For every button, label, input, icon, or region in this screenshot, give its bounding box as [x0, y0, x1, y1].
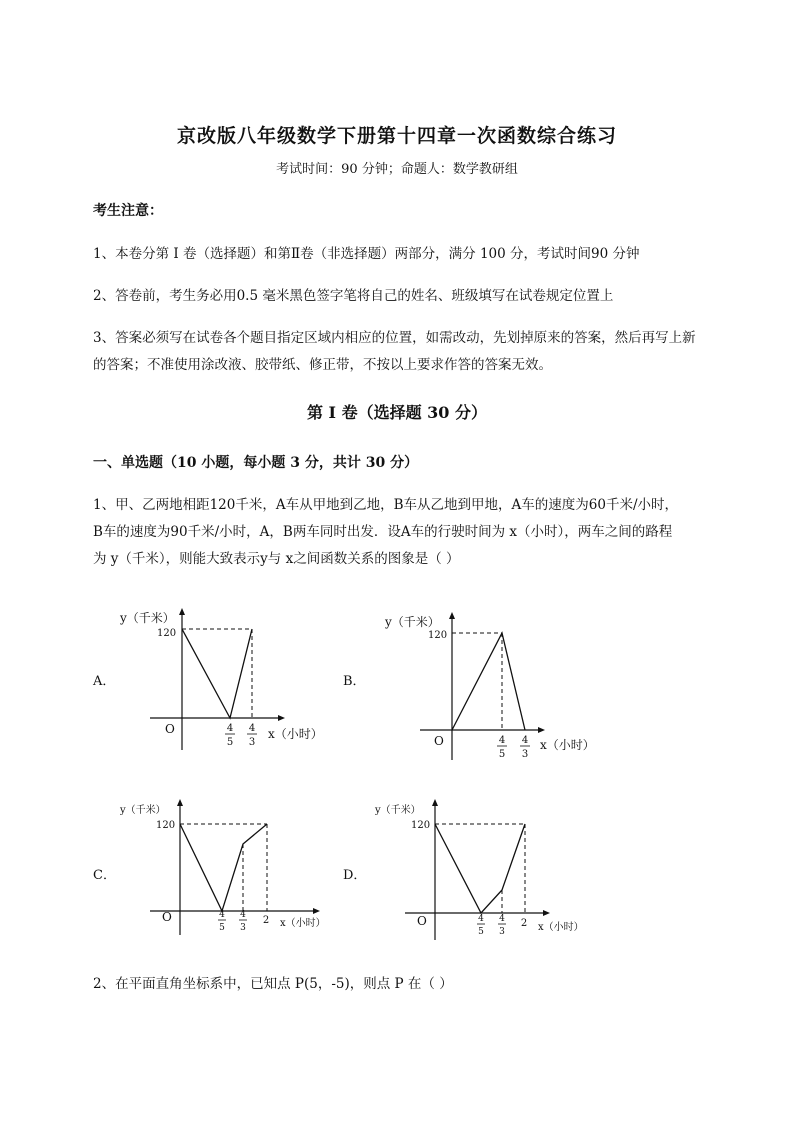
x-axis-arrow — [278, 715, 285, 721]
question-1-line-2: B车的速度为90千米/小时，A，B两车同时出发．设A车的行驶时间为 x（小时），两车之间的路程 — [93, 524, 673, 540]
x-axis-arrow — [538, 727, 545, 733]
y-axis-label: y（千米） — [120, 611, 175, 625]
graph-d-line — [435, 824, 525, 913]
svg-text:5: 5 — [498, 749, 506, 760]
y-tick-120: 120 — [157, 628, 177, 639]
x-axis-arrow — [313, 908, 320, 914]
svg-text:4: 4 — [226, 723, 234, 734]
notice-item-3-line-2: 的答案；不准使用涂改液、胶带纸、修正带，不按以上要求作答的答案无效。 — [93, 357, 552, 373]
svg-text:3: 3 — [499, 927, 505, 937]
notice-heading: 考生注意： — [93, 203, 163, 219]
question-1-line-1: 1、甲、乙两地相距120千米，A车从甲地到乙地，B车从乙地到甲地，A车的速度为60千米/小时， — [93, 497, 679, 513]
x-axis-label: x（小时） — [540, 738, 595, 752]
svg-text:4: 4 — [521, 735, 529, 746]
exam-info: 考试时间：90 分钟；命题人：数学教研组 — [276, 162, 518, 177]
option-d-label[interactable]: D． — [343, 868, 367, 883]
y-axis-label: y（千米） — [120, 805, 166, 816]
y-axis-arrow — [179, 608, 185, 615]
y-axis-label: y（千米） — [385, 615, 440, 629]
svg-text:5: 5 — [226, 737, 234, 748]
y-axis-arrow — [177, 799, 183, 806]
notice-item-1: 1、本卷分第 I 卷（选择题）和第Ⅱ卷（非选择题）两部分，满分 100 分，考试时间90 分钟 — [93, 246, 640, 262]
y-axis-arrow — [449, 612, 455, 619]
svg-text:3: 3 — [521, 749, 529, 760]
y-tick-120: 120 — [411, 820, 431, 831]
y-axis-arrow — [432, 799, 438, 806]
notice-item-2: 2、答卷前，考生务必用0.5 毫米黑色签字笔将自己的姓名、班级填写在试卷规定位置上 — [93, 288, 614, 304]
y-tick-120: 120 — [156, 820, 176, 831]
svg-text:4: 4 — [499, 914, 505, 924]
origin-label: O — [417, 914, 427, 928]
svg-text:2: 2 — [262, 915, 270, 926]
question-1-line-3: 为 y（千米），则能大致表示y与 x之间函数关系的图象是（ ） — [93, 551, 460, 567]
graph-d[interactable] — [365, 795, 615, 945]
option-a-label[interactable]: A． — [93, 674, 116, 689]
graph-c-line — [180, 824, 267, 911]
y-axis-label: y（千米） — [375, 805, 421, 816]
graph-b[interactable] — [370, 600, 610, 770]
question-2: 2、在平面直角坐标系中，已知点 P(5，-5)，则点 P 在（ ） — [93, 976, 453, 992]
graph-b-line — [452, 633, 525, 730]
x-axis-label: x（小时） — [268, 727, 323, 741]
x-axis-label: x（小时） — [280, 918, 326, 929]
svg-text:4: 4 — [240, 910, 246, 920]
svg-text:4: 4 — [498, 735, 506, 746]
y-tick-120: 120 — [428, 630, 448, 641]
svg-text:3: 3 — [248, 737, 256, 748]
svg-text:2: 2 — [520, 918, 528, 929]
x-axis-label: x（小时） — [538, 922, 584, 933]
x-axis-arrow — [543, 910, 550, 916]
page-title: 京改版八年级数学下册第十四章一次函数综合练习 — [176, 125, 617, 147]
svg-text:4: 4 — [248, 723, 256, 734]
section-title: 第 I 卷（选择题 30 分） — [306, 403, 488, 422]
origin-label: O — [162, 910, 172, 924]
svg-text:5: 5 — [478, 927, 484, 937]
svg-text:5: 5 — [219, 923, 225, 933]
graph-a-line — [182, 629, 252, 718]
svg-text:4: 4 — [219, 910, 225, 920]
svg-text:3: 3 — [240, 923, 246, 933]
graph-a[interactable] — [110, 600, 340, 760]
origin-label: O — [165, 722, 175, 736]
graph-c[interactable] — [110, 795, 360, 945]
origin-label: O — [434, 734, 444, 748]
option-c-label[interactable]: C． — [93, 868, 116, 883]
notice-item-3-line-1: 3、答案必须写在试卷各个题目指定区域内相应的位置，如需改动，先划掉原来的答案，然后再写上新 — [93, 330, 696, 346]
option-b-label[interactable]: B． — [343, 674, 366, 689]
svg-text:4: 4 — [478, 914, 484, 924]
part-title: 一、单选题（10 小题，每小题 3 分，共计 30 分） — [93, 455, 419, 471]
